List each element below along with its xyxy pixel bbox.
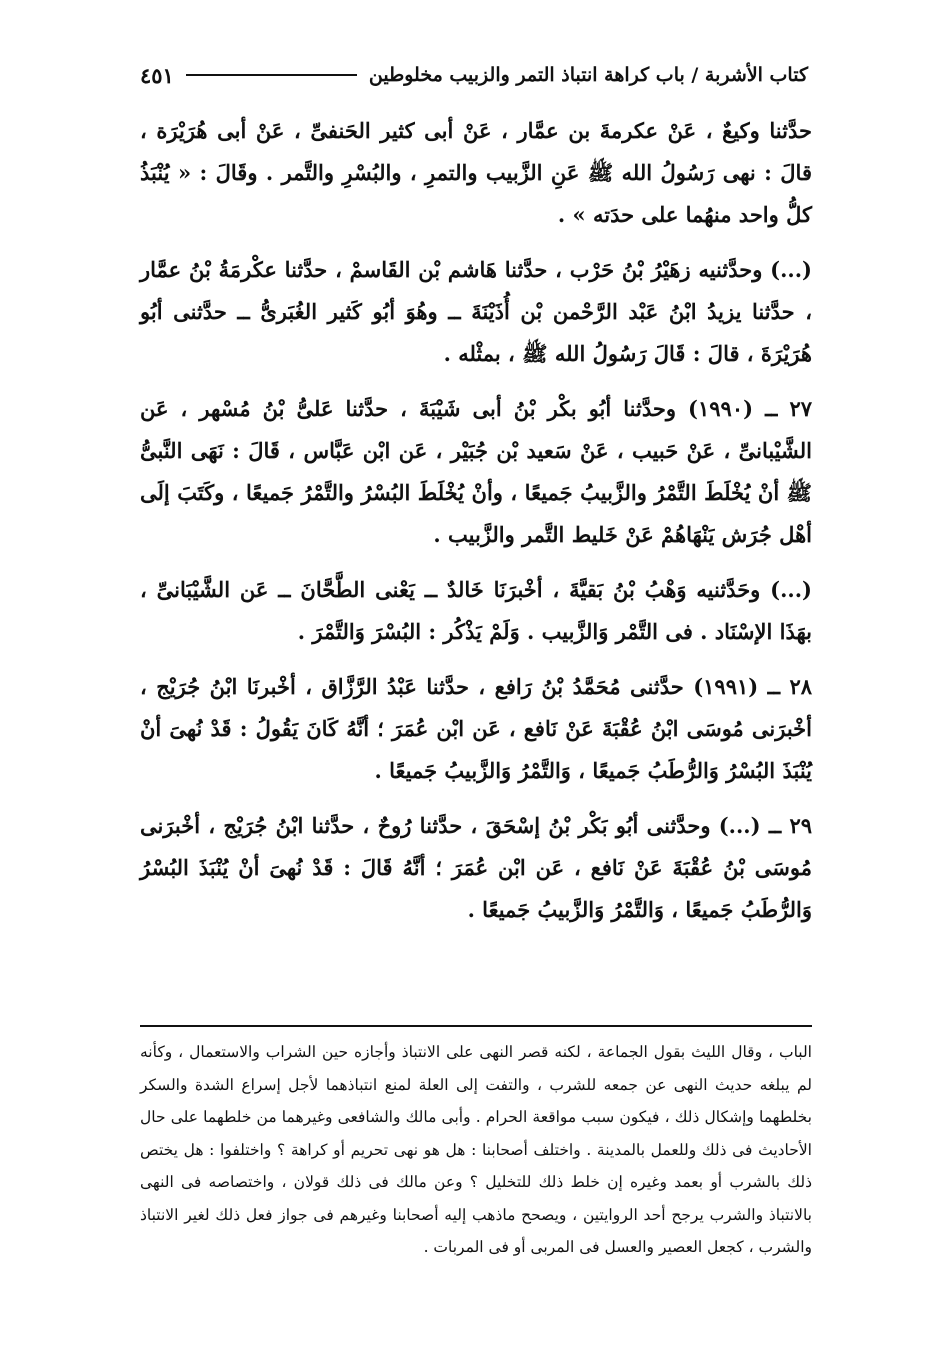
hadith-paragraph: حدَّثنا وكيعٌ ، عَنْ عكرمةَ بن عمَّار ، عَنْ أبى كثير الحَنفىِّ ، عَنْ أبى هُرَيْرَة ، قالَ : نهى رَسُولُ الله ﷺ عَنِ الزَّبيب والتمرِ ، والبُسْرِ والتَّمر . وقَالَ : « يُنْبَذُ كلُّ واحد منهُما على حدَته » . <box>140 118 812 227</box>
footnotes <box>140 1036 812 1336</box>
page-number: ٤٥١ <box>140 62 174 88</box>
hadith-paragraph: ٢٧ ــ (١٩٩٠) وحدَّثنا أبُو بكْر بْنُ أبى شَيْبَةَ ، حدَّثنا عَلىُّ بْنُ مُسْهر ، عَن الشَّيْبانىِّ ، عَنْ حَبيب ، عَنْ سَعيد بْن جُبَيْر ، عَن ابْن عَبَّاس ، قَالَ : نَهَى النَّبىُّ ﷺ أنْ يُخْلَطَ التَّمْرُ والزَّبيبُ جَميعًا ، وأنْ يُخْلَطَ البُسْرُ والتَّمْرُ جَميعًا ، وكَتَبَ إلَى أهْل جُرَش يَنْهَاهُمْ عَنْ خَليط التَّمر والزَّبيب . <box>140 396 812 547</box>
main-text <box>140 110 812 1015</box>
hadith-paragraph: (...) وحدَّثنيه زهَيْرُ بْنُ حَرْب ، حدَّثنا هَاشم بْن القَاسمْ ، حدَّثنا عكْرمَةُ بْنُ عمَّار ، حدَّثنا يزيدُ ابْنُ عَبْد الرَّحْمن بْن أُذَيْنَةَ ــ وهُوَ أبُو كَثير الغُبَرىُّ ــ حدَّثنى أبُو هُرَيْرَةَ ، قالَ : قَالَ رَسُولُ الله ﷺ ، بمثْله . <box>140 257 812 366</box>
footnote-divider <box>140 1025 812 1027</box>
hadith-paragraph: (...) وحَدَّثنيه وَهْبُ بْنُ بَقيَّةَ ، أخْبرَنَا خَالدٌ ــ يَعْنى الطَّحَّانَ ــ عَن الشَّيْبَانىِّ ، بهَذَا الإسْنَاد . فى التَّمْر وَالزَّبيب . وَلَمْ يَذْكُر : البُسْرَ وَالتَّمْرَ . <box>140 577 812 644</box>
hadith-paragraph: ٢٩ ــ (...) وحدَّثنى أبُو بَكْر بْنُ إسْحَقَ ، حدَّثنا رُوحٌ ، حدَّثنا ابْنُ جُرَيْج ، أخْبرَنى مُوسَى بْنُ عُقْبَةَ عَنْ نَافع ، عَن ابْن عُمَرَ ؛ أنَّهُ قَالَ : قَدْ نُهىَ أنْ يُنْبَذَ البُسْرُ وَالرُّطَبُ جَميعًا ، وَالتَّمْرُ وَالزَّبيبُ جَميعًا . <box>140 813 812 922</box>
chapter-title: كتاب الأشربة / باب كراهة انتباذ التمر والزبيب مخلوطين <box>368 64 808 86</box>
footnote-text: الباب ، وقال الليث بقول الجماعة ، لكنه قصر النهى على الانتباذ وأجازه حين الشراب والاستعمال ، وكأنه لم يبلغه حديث النهى عن جمعه للشرب ، والتفت إلى العلة لمنع انتباذهما لأجل إسراع الشدة والسكر بخلطهما وإشكال ذلك ، فيكون سبب مواقعة الحرام . وأبى مالك والشافعى وغيرهما من خلطهما على حال الأحاديث فى ذلك وللعمل بالمدينة . واختلف أصحابنا : هل هو نهى تحريم أو كراهة ؟ واختلفوا : هل يختص ذلك بالشرب أو بعمد وغيره إن خلط ذلك للتخليل ؟ وعن مالك فى ذلك قولان ، واختصاصه فى النهى بالانتباذ والشرب يرجح أحد الروايتين ، ويصحح ماذهب إليه أصحابنا وغيرهم فى جواز فعل ذلك لغير الانتباذ والشرب ، كجعل العصير والعسل فى المربى أو فى المربات . <box>140 1043 812 1256</box>
header-rule <box>186 74 357 76</box>
running-header <box>140 55 808 95</box>
hadith-paragraph: ٢٨ ــ (١٩٩١) حدَّثنى مُحَمَّدُ بْنُ رَافع ، حدَّثنا عَبْدُ الرَّزَّاق ، أخْبرنَا ابْنُ جُرَيْج ، أخْبرَنى مُوسَى ابْنُ عُقْبَةَ عَنْ نَافع ، عَن ابْن عُمَرَ ؛ أنَّهُ كَانَ يَقُولُ : قَدْ نُهىَ أنْ يُنْبَذَ البُسْرُ وَالرُّطَبُ جَميعًا ، وَالتَّمْرُ وَالزَّبيبُ جَميعًا . <box>140 674 812 783</box>
